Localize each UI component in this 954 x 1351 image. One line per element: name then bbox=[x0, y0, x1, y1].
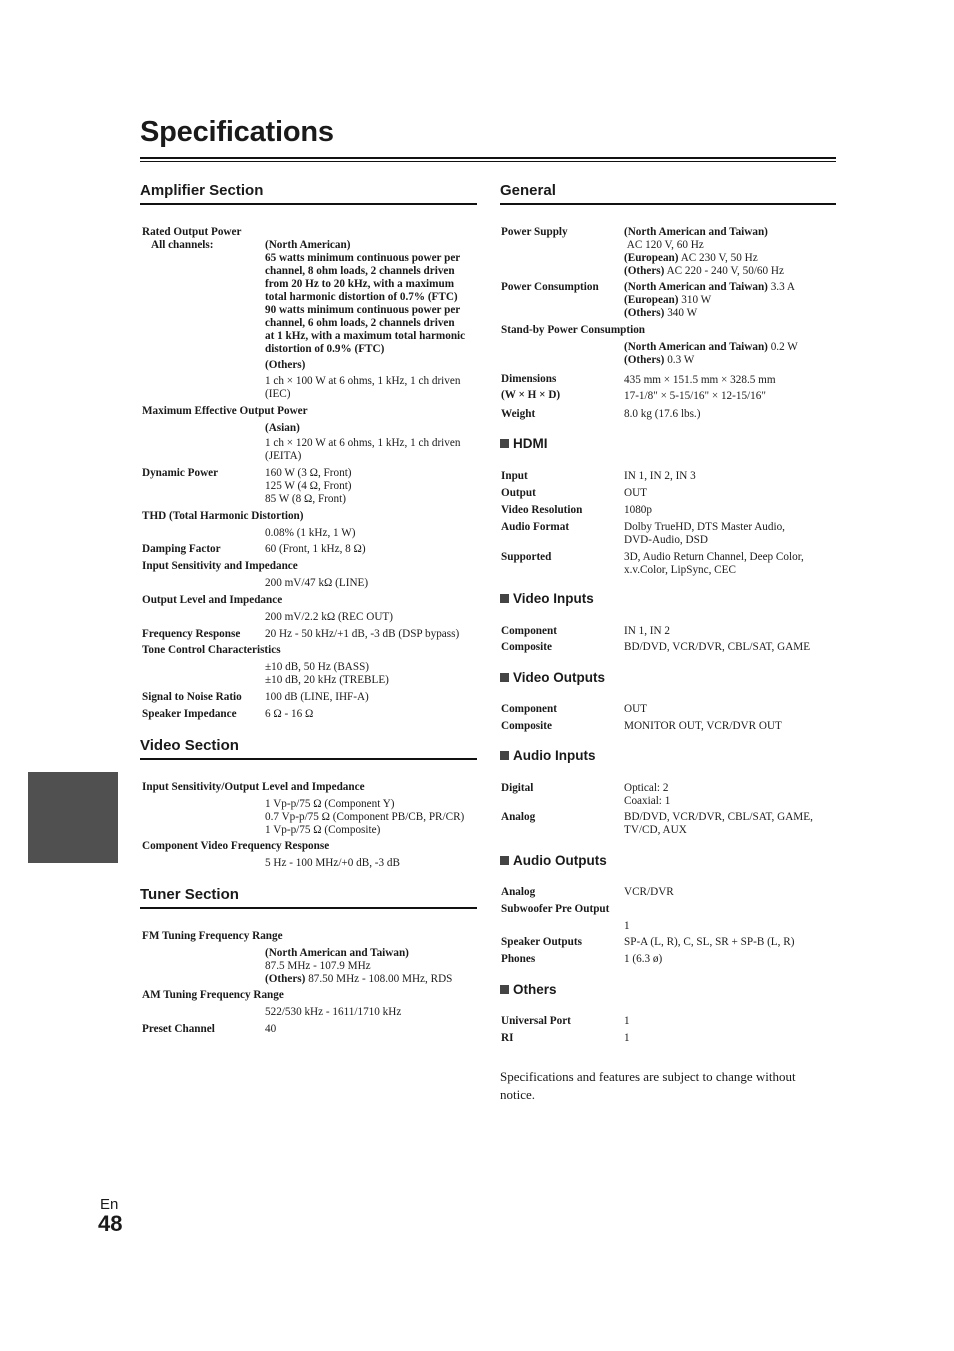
title-rule-thin bbox=[140, 161, 836, 162]
audio-outputs-heading-text: Audio Outputs bbox=[513, 853, 607, 868]
video-heading: Video Section bbox=[140, 737, 239, 754]
vout-composite-value: MONITOR OUT, VCR/DVR OUT bbox=[624, 720, 782, 732]
title-rule bbox=[140, 157, 836, 159]
page-title: Specifications bbox=[140, 116, 334, 148]
universal-port-label: Universal Port bbox=[501, 1015, 571, 1027]
hdmi-heading bbox=[500, 436, 548, 451]
asian-label: (Asian) bbox=[265, 422, 300, 434]
north-american-label: (North American) bbox=[265, 239, 351, 251]
cvfr-label: Component Video Frequency Response bbox=[142, 840, 330, 852]
pc-eu-label: (European) bbox=[624, 294, 679, 306]
thd-value: 0.08% (1 kHz, 1 W) bbox=[265, 527, 356, 539]
na-spec-line: distortion of 0.9% (FTC) bbox=[265, 343, 385, 355]
sb-ot-value: 0.3 W bbox=[667, 354, 695, 366]
general-rule bbox=[500, 203, 836, 205]
vin-composite-label: Composite bbox=[501, 641, 552, 653]
analog-out-label: Analog bbox=[501, 886, 536, 898]
fm-na-label: (North American and Taiwan) bbox=[265, 947, 409, 959]
video-outputs-heading-text: Video Outputs bbox=[513, 670, 606, 685]
dimensions-mm: 435 mm × 151.5 mm × 328.5 mm bbox=[624, 374, 776, 386]
video-outputs-heading bbox=[500, 670, 605, 685]
square-bullet-icon bbox=[500, 673, 509, 682]
hdmi-input-value: IN 1, IN 2, IN 3 bbox=[624, 470, 696, 482]
power-supply-label: Power Supply bbox=[501, 226, 568, 238]
fm-na-value: 87.5 MHz - 107.9 MHz bbox=[265, 960, 371, 972]
speaker-outputs-value: SP-A (L, R), C, SL, SR + SP-B (L, R) bbox=[624, 936, 795, 948]
vin-component-value: IN 1, IN 2 bbox=[624, 625, 670, 637]
dimensions-in: 17-1/8" × 5-15/16" × 12-15/16" bbox=[624, 390, 766, 402]
analog-out-value: VCR/DVR bbox=[624, 886, 674, 898]
all-channels-label: All channels: bbox=[151, 239, 214, 251]
snr-label: Signal to Noise Ratio bbox=[142, 691, 242, 703]
vout-component-value: OUT bbox=[624, 703, 647, 715]
fm-others-label: (Others) bbox=[265, 973, 306, 985]
others-specs bbox=[501, 1015, 836, 1045]
sb-ot-label: (Others) bbox=[624, 354, 665, 366]
others-heading-text: Others bbox=[513, 982, 557, 997]
pc-eu-value: 310 W bbox=[681, 294, 712, 306]
audio-outputs-specs bbox=[501, 886, 836, 966]
na-spec-line: total harmonic distortion of 0.7% (FTC) bbox=[265, 291, 458, 303]
dynamic-power-label: Dynamic Power bbox=[142, 467, 219, 479]
tone-control-label: Tone Control Characteristics bbox=[142, 644, 281, 656]
language-label: En bbox=[100, 1196, 119, 1213]
universal-port-value: 1 bbox=[624, 1015, 630, 1027]
tuner-specs bbox=[142, 930, 478, 1036]
damping-label: Damping Factor bbox=[142, 543, 221, 555]
others-heading bbox=[500, 982, 557, 997]
output-level-value: 200 mV/2.2 kΩ (REC OUT) bbox=[265, 611, 393, 623]
others-value: (IEC) bbox=[265, 388, 291, 400]
analog-in-value: BD/DVD, VCR/DVR, CBL/SAT, GAME, bbox=[624, 811, 813, 823]
am-label: AM Tuning Frequency Range bbox=[142, 989, 284, 1001]
video-resolution-value: 1080p bbox=[624, 504, 652, 516]
supported-label: Supported bbox=[501, 551, 552, 563]
digital-value: Coaxial: 1 bbox=[624, 795, 671, 807]
audio-format-label: Audio Format bbox=[501, 521, 570, 533]
dynamic-power-value: 125 W (4 Ω, Front) bbox=[265, 480, 352, 492]
video-resolution-label: Video Resolution bbox=[501, 504, 583, 516]
amplifier-rule bbox=[140, 203, 477, 205]
snr-value: 100 dB (LINE, IHF-A) bbox=[265, 691, 369, 703]
asian-value: (JEITA) bbox=[265, 450, 302, 462]
am-value: 522/530 kHz - 1611/1710 kHz bbox=[265, 1006, 402, 1018]
amplifier-heading: Amplifier Section bbox=[140, 182, 264, 199]
ps-na-label: (North American and Taiwan) bbox=[624, 226, 768, 238]
audio-format-value: Dolby TrueHD, DTS Master Audio, bbox=[624, 521, 785, 533]
sb-na-label: (North American and Taiwan) bbox=[624, 341, 768, 353]
hdmi-specs bbox=[501, 470, 836, 577]
analog-in-label: Analog bbox=[501, 811, 536, 823]
analog-in-value: TV/CD, AUX bbox=[624, 824, 687, 836]
ps-eu-label: (European) bbox=[624, 252, 679, 264]
frequency-response-label: Frequency Response bbox=[142, 628, 241, 640]
na-spec-line: channel, 6 ohm loads, 2 channels driven bbox=[265, 317, 455, 329]
dimensions-sublabel: (W × H × D) bbox=[501, 389, 561, 401]
video-inputs-heading bbox=[500, 591, 594, 606]
video-rule bbox=[140, 758, 477, 760]
ri-label: RI bbox=[501, 1032, 514, 1044]
dimensions-label: Dimensions bbox=[501, 373, 557, 385]
others-label: (Others) bbox=[265, 359, 306, 371]
vout-composite-label: Composite bbox=[501, 720, 552, 732]
phones-label: Phones bbox=[501, 953, 536, 965]
speaker-impedance-label: Speaker Impedance bbox=[142, 708, 237, 720]
hdmi-output-label: Output bbox=[501, 487, 536, 499]
pc-na-label: (North American and Taiwan) bbox=[624, 281, 768, 293]
ps-ot-value: AC 220 - 240 V, 50/60 Hz bbox=[666, 265, 784, 277]
video-inputs-heading-text: Video Inputs bbox=[513, 591, 594, 606]
digital-label: Digital bbox=[501, 782, 534, 794]
weight-label: Weight bbox=[501, 408, 536, 420]
fm-others-value: 87.50 MHz - 108.00 MHz, RDS bbox=[308, 973, 453, 985]
notice-text: Specifications and features are subject to change without notice. bbox=[500, 1069, 796, 1102]
general-heading: General bbox=[500, 182, 556, 199]
max-effective-label: Maximum Effective Output Power bbox=[142, 405, 308, 417]
speaker-outputs-label: Speaker Outputs bbox=[501, 936, 582, 948]
subwoofer-label: Subwoofer Pre Output bbox=[501, 903, 610, 915]
sb-na-value: 0.2 W bbox=[770, 341, 798, 353]
amplifier-specs bbox=[142, 226, 478, 721]
square-bullet-icon bbox=[500, 751, 509, 760]
square-bullet-icon bbox=[500, 594, 509, 603]
iso-value: 0.7 Vp-p/75 Ω (Component PB/CB, PR/CR) bbox=[265, 811, 465, 823]
preset-label: Preset Channel bbox=[142, 1023, 215, 1035]
ri-value: 1 bbox=[624, 1032, 630, 1044]
power-consumption-label: Power Consumption bbox=[501, 281, 599, 293]
na-spec-line: at 1 kHz, with a maximum total harmonic bbox=[265, 330, 466, 342]
hdmi-heading-text: HDMI bbox=[513, 436, 548, 451]
fm-label: FM Tuning Frequency Range bbox=[142, 930, 283, 942]
subwoofer-value: 1 bbox=[624, 920, 630, 932]
ps-eu-value: AC 230 V, 50 Hz bbox=[680, 252, 758, 264]
tone-control-value: ±10 dB, 20 kHz (TREBLE) bbox=[265, 674, 389, 686]
hdmi-input-label: Input bbox=[501, 470, 528, 482]
square-bullet-icon bbox=[500, 439, 509, 448]
rated-output-label: Rated Output Power bbox=[142, 226, 242, 238]
hdmi-output-value: OUT bbox=[624, 487, 647, 499]
thd-label: THD (Total Harmonic Distortion) bbox=[142, 510, 304, 522]
iso-value: 1 Vp-p/75 Ω (Composite) bbox=[265, 824, 381, 836]
iso-label: Input Sensitivity/Output Level and Impedance bbox=[142, 781, 365, 793]
pc-ot-label: (Others) bbox=[624, 307, 665, 319]
vin-composite-value: BD/DVD, VCR/DVR, CBL/SAT, GAME bbox=[624, 641, 811, 653]
dynamic-power-value: 160 W (3 Ω, Front) bbox=[265, 467, 352, 479]
ps-ot-label: (Others) bbox=[624, 265, 665, 277]
standby-label: Stand-by Power Consumption bbox=[501, 324, 646, 336]
audio-outputs-heading bbox=[500, 853, 607, 868]
audio-inputs-heading bbox=[500, 748, 595, 763]
page-number: 48 bbox=[98, 1211, 123, 1236]
audio-format-value: DVD-Audio, DSD bbox=[624, 534, 708, 546]
ps-na-value: AC 120 V, 60 Hz bbox=[626, 239, 704, 251]
digital-value: Optical: 2 bbox=[624, 782, 669, 794]
video-outputs-specs bbox=[501, 703, 836, 733]
section-tab bbox=[28, 772, 118, 863]
weight-value: 8.0 kg (17.6 lbs.) bbox=[624, 408, 701, 420]
video-specs bbox=[142, 781, 478, 870]
iso-value: 1 Vp-p/75 Ω (Component Y) bbox=[265, 798, 395, 810]
na-spec-line: from 20 Hz to 20 kHz, with a maximum bbox=[265, 278, 455, 290]
vout-component-label: Component bbox=[501, 703, 557, 715]
supported-value: x.v.Color, LipSync, CEC bbox=[624, 564, 736, 576]
na-spec-line: channel, 8 ohm loads, 2 channels driven bbox=[265, 265, 455, 277]
speaker-impedance-value: 6 Ω - 16 Ω bbox=[265, 708, 314, 720]
asian-value: 1 ch × 120 W at 6 ohms, 1 kHz, 1 ch driven bbox=[265, 437, 461, 449]
vin-component-label: Component bbox=[501, 625, 557, 637]
pc-na-value: 3.3 A bbox=[770, 281, 795, 293]
input-sensitivity-label: Input Sensitivity and Impedance bbox=[142, 560, 298, 572]
dynamic-power-value: 85 W (8 Ω, Front) bbox=[265, 493, 346, 505]
square-bullet-icon bbox=[500, 985, 509, 994]
output-level-label: Output Level and Impedance bbox=[142, 594, 283, 606]
audio-inputs-specs bbox=[501, 782, 836, 837]
tuner-heading: Tuner Section bbox=[140, 886, 239, 903]
phones-value: 1 (6.3 ø) bbox=[624, 953, 663, 965]
pc-ot-value: 340 W bbox=[667, 307, 698, 319]
input-sensitivity-value: 200 mV/47 kΩ (LINE) bbox=[265, 577, 369, 589]
preset-value: 40 bbox=[265, 1023, 277, 1035]
frequency-response-value: 20 Hz - 50 kHz/+1 dB, -3 dB (DSP bypass) bbox=[265, 628, 460, 640]
supported-value: 3D, Audio Return Channel, Deep Color, bbox=[624, 551, 804, 563]
others-value: 1 ch × 100 W at 6 ohms, 1 kHz, 1 ch driven bbox=[265, 375, 461, 387]
audio-inputs-heading-text: Audio Inputs bbox=[513, 748, 596, 763]
tone-control-value: ±10 dB, 50 Hz (BASS) bbox=[265, 661, 370, 673]
damping-value: 60 (Front, 1 kHz, 8 Ω) bbox=[265, 543, 366, 555]
video-inputs-specs bbox=[501, 625, 836, 654]
tuner-rule bbox=[140, 907, 477, 909]
na-spec-line: 65 watts minimum continuous power per bbox=[265, 252, 461, 264]
na-spec-line: 90 watts minimum continuous power per bbox=[265, 304, 461, 316]
general-specs bbox=[501, 226, 836, 421]
cvfr-value: 5 Hz - 100 MHz/+0 dB, -3 dB bbox=[265, 857, 400, 869]
square-bullet-icon bbox=[500, 856, 509, 865]
